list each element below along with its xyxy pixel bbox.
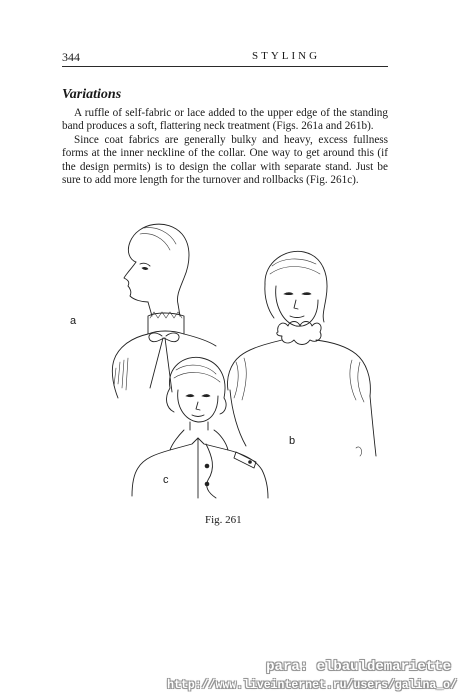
fashion-illustration-icon (60, 212, 405, 502)
figure-b-drawing (228, 251, 377, 456)
figure-261 (60, 212, 405, 502)
body-text (62, 107, 388, 187)
figure-a-drawing (112, 224, 216, 398)
watermark-url: http://www.liveinternet.ru/users/galina_o/ (167, 679, 457, 692)
watermark-credit: para: elbauldemariette (266, 659, 451, 675)
paragraph: Since coat fabrics are generally bulky and heavy, excess fullness forms at the inner neckline of the collar. One way to get around this (if the design permits) is to design the collar with separate stand. Just be sure to add more length for the turnover and rollbacks (Fig. 261c). (62, 133, 388, 187)
figure-caption: Fig. 261 (205, 514, 242, 526)
watermark (0, 659, 463, 699)
figure-label-c: c (163, 474, 169, 486)
section-title: Variations (62, 87, 122, 102)
figure-label-a: a (70, 315, 77, 327)
figure-label-b: b (289, 435, 296, 447)
paragraph: A ruffle of self-fabric or lace added to the upper edge of the standing band produces a soft, flattering neck treatment (Figs. 261a and 261b). (62, 107, 388, 133)
page-header (62, 48, 388, 67)
running-head: STYLING (252, 50, 321, 62)
page-number: 344 (62, 50, 80, 64)
